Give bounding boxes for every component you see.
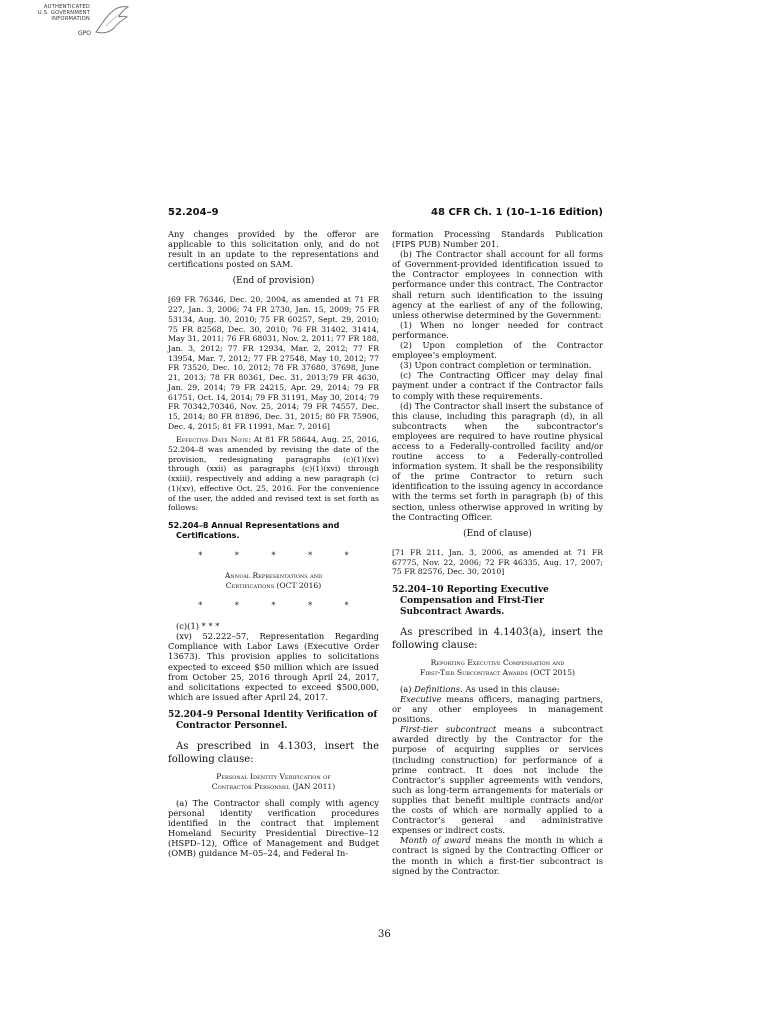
text: As used in this clause: [462,683,560,694]
star: * [198,550,203,560]
effective-date-text: At 81 FR 58644, Aug. 25, 2016, 52.204–8 was amended by revising the date of the provision, redesignating paragraphs (c)(1)(xv) through (xxii) as paragraphs (c)(1)(xvi) through (xxiii), respectively and adding a new paragraph (c)(1)(xv), effective Oct. 25, 2016. For the convenience of the user, the added and revised text is set forth as follows: [168,435,379,513]
star: * [271,601,276,611]
right-column [392,229,603,876]
ellipsis-stars [182,601,365,611]
definition-month-of-award [392,835,603,875]
clause-title-line: First-Tier Subcontract Awards (OCT 2015) [419,667,576,677]
text: means a subcontract awarded directly by the Contractor for the purpose of acquiring supplies or services (including construction) for performance of a prime contract. It does not include the Contractor’s supplier agreements with vendors, such as long-term arrangements for materials or supplies that benefit multiple contracts and/or the costs of which are normally applied to a Contractor’s general and administrative expenses or indirect costs. [392,724,603,836]
clause-title [168,772,379,792]
text: means officers, managing partners, or any other employees in management positions. [392,694,603,725]
paragraph-c1: (c)(1) * * * [176,621,220,632]
prescription-text: As prescribed in 4.1303, insert the following clause: [168,740,379,765]
prescription-text: As prescribed in 4.1403(a), insert the following clause: [392,626,603,651]
definition-first-tier-subcontract [392,724,603,835]
star: * [271,550,276,560]
left-column [168,229,379,858]
paragraph: Any changes provided by the offeror are applicable to this solicitation only, and do not result in an update to the representations and certifications posted on SAM. [168,229,379,270]
clause-title-line: Contractor Personnel (JAN 2011) [211,781,336,791]
provision-title-line: Annual Representations and [224,571,323,581]
term: Definitions. [414,683,463,694]
star: * [308,601,313,611]
section-heading-52-204-9: 52.204–9 Personal Identity Verification of Contractor Personnel. [168,709,378,731]
text: means the month in which a contract is signed by the Contracting Officer or the month in which a first-tier subcontract is signed by the Contractor. [392,835,603,876]
star: * [344,601,349,611]
section-heading-52-204-8: 52.204–8 Annual Representations and Certifications. [168,520,340,540]
ellipsis-stars [182,551,365,561]
logo-line: AUTHENTICATED [43,4,90,10]
logo-line: INFORMATION [51,16,90,23]
effective-date-note [168,435,379,513]
amendment-citation: [69 FR 76346, Dec. 20, 2004, as amended at 71 FR 227, Jan. 3, 2006; 74 FR 2730, Jan. 15, 2009; 75 FR 53134, Aug. 30, 2010; 75 FR 60257, Sept. 29, 2010; 75 FR 82568, Dec. 30, 2010; 76 FR 31402, 31414, May 31, 2011; 76 FR 68031, Nov. 2, 2011; 77 FR 188, Jan. 3, 2012; 77 FR 12934, Mar. 2, 2012; 77 FR 13954, Mar. 7, 2012; 77 FR 27548, May 10, 2012; 77 FR 73520, Dec. 10, 2012; 78 FR 37680, 37698, June 21, 2013; 78 FR 80361, Dec. 31, 2013;79 FR 4630, Jan. 29, 2014; 79 FR 24215, Apr. 29, 2014; 79 FR 61751, Oct. 14, 2014; 79 FR 31191, May 30, 2014; 79 FR 70342,70346, Nov. 25, 2014; 79 FR 74557, Dec. 15, 2014; 80 FR 81896, Dec. 31, 2015; 80 FR 75906, Dec. 4, 2015; 81 FR 11991, Mar. 7, 2016] [168,295,379,431]
definition-executive [392,694,603,724]
term: Executive [400,694,442,705]
logo-line: U.S. GOVERNMENT [37,10,90,17]
logo-text [28,4,90,23]
star: * [234,601,239,611]
paragraph-d: (d) The Contractor shall insert the substance of this clause, including this paragraph (d), in all subcontracts when the subcontractor’s employees are required to have routine physical access to a Federally-controlled facility and/or routine access to a Federally-controlled information system. It shall be the responsibility of the prime Contractor to return such identification to the issuing agency in accordance with the terms set forth in paragraph (b) of this section, unless otherwise approved in writing by the Contracting Officer. [392,400,603,522]
paragraph-a: (a) The Contractor shall comply with agency personal identity verification procedures identified in the contract that implement Homeland Security Presidential Directive–12 (HSPD–12), Office of Management and Budget (OMB) guidance M–05–24, and Federal In- [168,797,379,859]
end-of-provision: (End of provision) [232,276,315,287]
header-title: 48 CFR Ch. 1 (10–1–16 Edition) [431,207,603,218]
paragraph-b2: (2) Upon completion of the Contractor employee’s employment. [392,340,603,361]
logo-gpo: GPO [78,30,91,37]
paragraph-b3: (3) Upon contract completion or termination. [400,360,592,371]
paragraph-b: (b) The Contractor shall account for all forms of Government-provided identification issued to the Contractor employees in connection with performance under this contract. The Contractor shall return such identification to the issuing agency at the earliest of any of the following, unless otherwise determined by the Government: [392,249,603,320]
amendment-citation: [71 FR 211, Jan. 3, 2006, as amended at 71 FR 67775, Nov. 22, 2006; 72 FR 46335, Aug. 17, 2007; 75 FR 82576, Dec. 30, 2010] [392,547,603,577]
paragraph-c: (c) The Contracting Officer may delay final payment under a contract if the Contractor fails to comply with these requirements. [392,370,603,401]
end-of-clause: (End of clause) [463,528,532,539]
section-heading-52-204-10: 52.204–10 Reporting Executive Compensation and First-Tier Subcontract Awards. [392,584,549,617]
paragraph-b1: (1) When no longer needed for contract performance. [392,319,603,340]
clause-title-line: Personal Identity Verification of [216,771,331,781]
star: * [198,601,203,611]
label: (a) [400,683,415,694]
clause-title-line: Reporting Executive Compensation and [430,657,565,667]
paragraph-a-definitions [392,684,603,694]
eagle-icon [92,4,132,38]
gpo-authentication-logo [28,4,138,44]
star: * [308,550,313,560]
paragraph-xv: (xv) 52.222–57, Representation Regarding Compliance with Labor Laws (Executive Order 13673). This provision applies to solicitations expected to exceed $50 million which are issued from October 25, 2016 through April 24, 2017, and solicitations expected to exceed $500,000, which are issued after April 24, 2017. [168,631,379,702]
paragraph-continued: formation Processing Standards Publication (FIPS PUB) Number 201. [392,229,603,250]
provision-title [168,571,379,591]
clause-title [392,658,603,678]
term: Month of award [400,835,471,846]
star: * [344,550,349,560]
header-section-number: 52.204–9 [168,207,219,218]
effective-date-label: Effective Date Note: [176,435,252,445]
page-number: 36 [378,929,391,940]
term: First-tier subcontract [400,724,497,735]
provision-title-line: Certifications (OCT 2016) [225,581,322,591]
star: * [234,550,239,560]
